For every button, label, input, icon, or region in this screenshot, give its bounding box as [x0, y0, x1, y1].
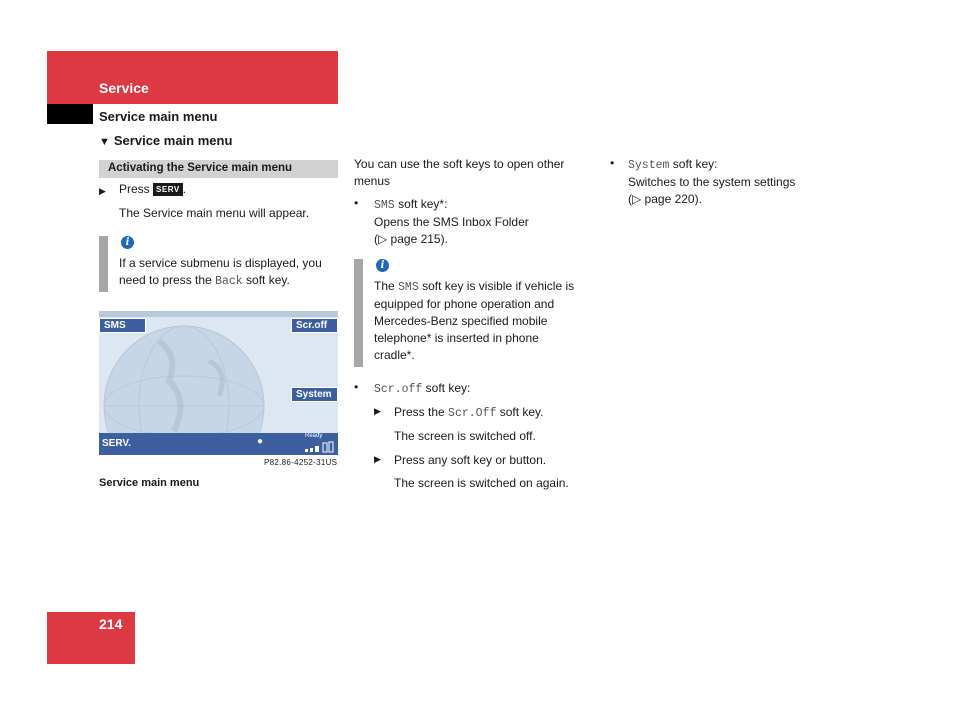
section-title: Service [99, 80, 149, 96]
back-key-label: Back [215, 275, 243, 288]
step-arrow-icon: ▶ [99, 186, 106, 196]
info-icon: i [121, 236, 134, 249]
section-marker-tab [47, 104, 93, 124]
info-icon-2: i [376, 259, 389, 272]
scroff-bullet-dot: • [354, 380, 359, 394]
step-press-any: Press any soft key or button. [394, 453, 547, 467]
sms-key-label-2: SMS [398, 281, 419, 294]
system-page-ref: (▷ page 220). [628, 192, 702, 206]
procedure-title-bar [99, 160, 338, 178]
step-result: The Service main menu will appear. [119, 206, 310, 220]
page-heading [99, 133, 232, 148]
signal-strength-icon [304, 441, 336, 453]
subsection-title: Service main menu [99, 109, 218, 124]
disc-icon: ● [257, 436, 264, 447]
image-code: P82.86-4252-31US [264, 458, 338, 467]
step-press-scroff: Press the Scr.Off soft key. [394, 405, 544, 420]
system-softkey[interactable]: System [291, 387, 338, 402]
step-result-1: The screen is switched off. [394, 429, 536, 443]
system-bullet-dot: • [610, 156, 615, 170]
info-note [119, 255, 339, 290]
step-text [119, 182, 186, 196]
sms-page-ref: (▷ page 215). [374, 232, 448, 246]
sms-softkey[interactable]: SMS [99, 318, 146, 333]
info-note-2: The SMS soft key is visible if vehicle is equipped for phone operation and Mercedes-Benz specified mobile telephone* is inserted in phone cradle*. [374, 279, 575, 362]
info-sidebar-2 [354, 259, 363, 367]
step-result-2: The screen is switched on again. [394, 476, 569, 490]
step-press-serv [99, 183, 106, 197]
page-heading-text: Service main menu [113, 133, 233, 148]
sms-key-label: SMS [374, 199, 395, 212]
sms-bullet-dot: • [354, 196, 359, 210]
step-arrow-icon-2: ▶ [374, 406, 381, 416]
status-ready: Ready [305, 433, 323, 439]
scroff-softkey[interactable]: Scr.off [291, 318, 338, 333]
scroff-bullet: Scr.off soft key: [374, 381, 471, 396]
intro-line-2: menus [354, 174, 391, 188]
info-line-2: need to press the Back soft key. [119, 273, 290, 288]
step-prefix: Press [119, 182, 150, 196]
system-bullet: System soft key: Switches to the system settings (▷ page 220). [628, 156, 848, 208]
intro-text [354, 156, 594, 190]
serv-key-icon: SERV [153, 183, 183, 196]
image-caption: Service main menu [99, 477, 200, 489]
info-sidebar [99, 236, 108, 292]
intro-line-1: You can use the soft keys to open other [354, 157, 565, 171]
scroff-key-label: Scr.off [374, 383, 423, 396]
scroff-key-label-2: Scr.Off [448, 407, 497, 420]
info-line-1: If a service submenu is displayed, you [119, 256, 322, 270]
sms-bullet: SMS soft key*: Opens the SMS Inbox Folder (▷ page 215). [374, 196, 594, 248]
section-header-band [47, 51, 338, 104]
procedure-title: Activating the Service main menu [108, 162, 293, 174]
system-bullet-line-2: Switches to the system settings [628, 175, 796, 189]
status-label: SERV. [102, 438, 131, 449]
status-bar [99, 433, 338, 455]
step-suffix: . [182, 182, 187, 196]
heading-marker-icon: ▼ [99, 136, 110, 148]
service-screen-image [99, 311, 338, 455]
system-key-label: System [628, 159, 670, 172]
sms-bullet-line-2: Opens the SMS Inbox Folder [374, 215, 529, 229]
step-arrow-icon-3: ▶ [374, 454, 381, 464]
page-number: 214 [99, 616, 123, 632]
